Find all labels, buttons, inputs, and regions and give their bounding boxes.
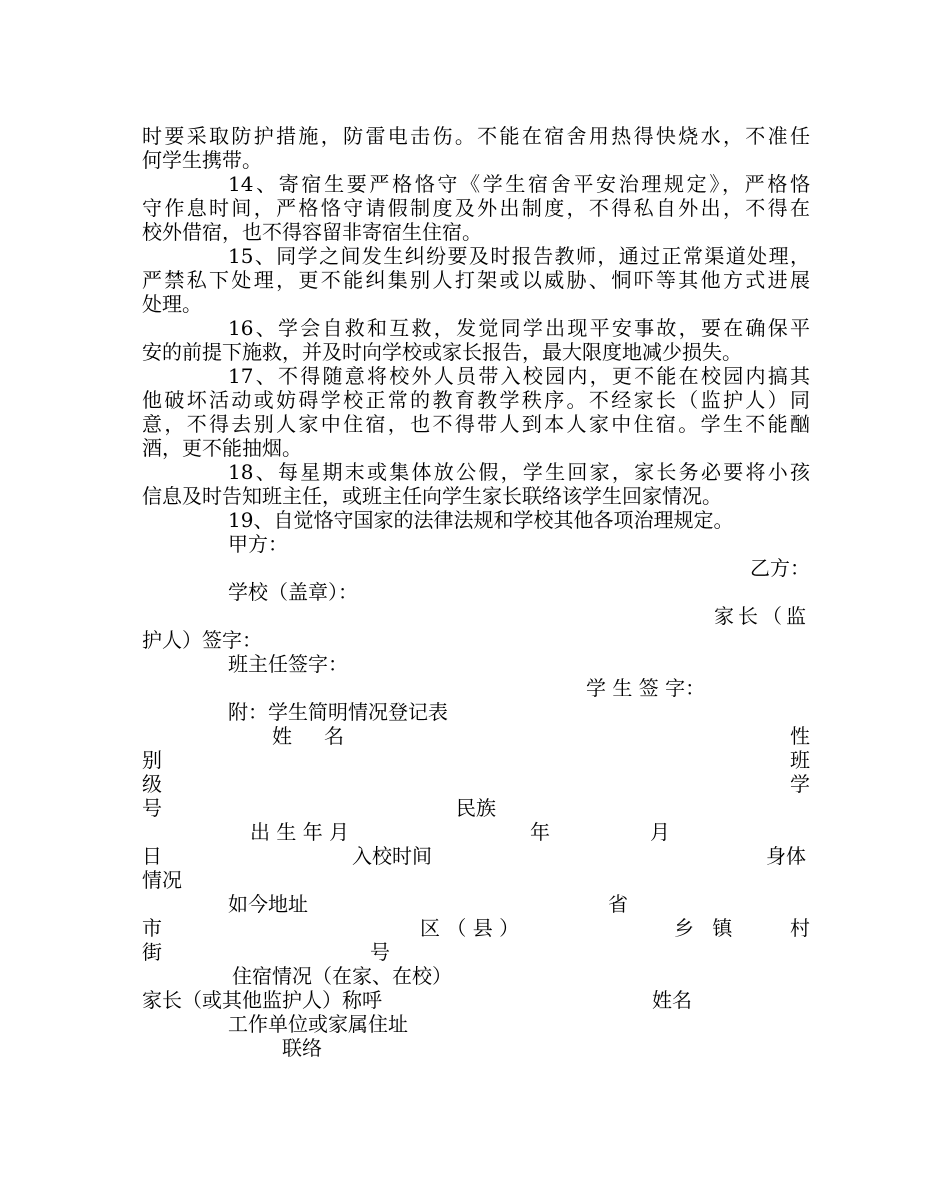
form-gender-label-cont: 别 (142, 748, 162, 772)
form-title: 附：学生简明情况登记表 (228, 700, 448, 724)
party-a-label: 甲方： (228, 532, 288, 556)
form-gender-label: 性 (790, 724, 810, 748)
form-work-label: 工作单位或家属住址 (228, 1012, 408, 1036)
body-line: 时要采取防护措施，防雷电击伤。不能在宿舍用热得快烧水，不准任 (142, 124, 810, 148)
body-line: 处理。 (142, 292, 202, 316)
form-enroll-label: 入校时间 (352, 844, 432, 868)
form-health-label: 身体 (766, 844, 806, 868)
body-line: 校外借宿，也不得容留非寄宿生住宿。 (142, 220, 482, 244)
form-number-label: 号 (370, 940, 390, 964)
form-street-label: 街 (142, 940, 162, 964)
form-lodging-label: 住宿情况（在家、在校） (232, 964, 452, 988)
form-month-label: 月 (650, 820, 670, 844)
form-province-label: 省 (608, 892, 628, 916)
form-city-label: 市 (142, 916, 162, 940)
school-seal-label: 学校（盖章）： (228, 580, 358, 604)
form-address-label: 如今地址 (228, 892, 308, 916)
form-guardian-name-label: 姓名 (652, 988, 692, 1012)
form-ethnicity-label: 民族 (456, 796, 496, 820)
body-line: 严禁私下处理，更不能纠集别人打架或以威胁、恫吓等其他方式进展 (142, 268, 810, 292)
body-line: 信息及时告知班主任，或班主任向学生家长联络该学生回家情况。 (142, 484, 722, 508)
form-student-id-label: 学 (790, 772, 810, 796)
parent-signature-label: 家长（监 (714, 604, 810, 628)
body-line: 18、每星期末或集体放公假，学生回家，家长务必要将小孩 (228, 460, 810, 484)
form-health-label-cont: 情况 (142, 868, 182, 892)
student-signature-label: 学 生 签 字： (586, 676, 706, 700)
body-line: 19、自觉恪守国家的法律法规和学校其他各项治理规定。 (228, 508, 734, 532)
party-b-label: 乙方： (750, 556, 810, 580)
form-birth-label: 出 生 年 月 (250, 820, 350, 844)
form-student-id-label-cont: 号 (142, 796, 162, 820)
form-guardian-label: 家长（或其他监护人）称呼 (142, 988, 382, 1012)
body-line: 安的前提下施救，并及时向学校或家长报告，最大限度地减少损失。 (142, 340, 742, 364)
form-class-label-cont: 级 (142, 772, 162, 796)
form-class-label: 班 (790, 748, 810, 772)
form-day-label: 日 (142, 844, 162, 868)
body-line: 意，不得去别人家中住宿，也不得带人到本人家中住宿。学生不能酗 (142, 412, 810, 436)
body-line: 15、同学之间发生纠纷要及时报告教师，通过正常渠道处理， (228, 244, 810, 268)
form-contact-label: 联络 (282, 1036, 322, 1060)
body-line: 17、不得随意将校外人员带入校园内，更不能在校园内搞其 (228, 364, 810, 388)
body-line: 16、学会自救和互救，发觉同学出现平安事故，要在确保平 (228, 316, 810, 340)
teacher-signature-label: 班主任签字： (228, 652, 348, 676)
form-name-label: 姓 名 (272, 724, 350, 748)
parent-signature-label-cont: 护人）签字： (142, 628, 262, 652)
body-line: 14、寄宿生要严格恪守《学生宿舍平安治理规定》，严格恪 (228, 172, 810, 196)
form-village-label: 村 (790, 916, 810, 940)
body-line: 何学生携带。 (142, 148, 262, 172)
form-town-label: 乡 镇 (674, 916, 739, 940)
body-line: 酒，更不能抽烟。 (142, 436, 302, 460)
body-line: 守作息时间，严格恪守请假制度及外出制度，不得私自外出，不得在 (142, 196, 810, 220)
body-line: 他破坏活动或妨碍学校正常的教育教学秩序。不经家长（监护人）同 (142, 388, 810, 412)
form-district-label: 区 （ 县 ） (420, 916, 520, 940)
form-year-label: 年 (530, 820, 550, 844)
